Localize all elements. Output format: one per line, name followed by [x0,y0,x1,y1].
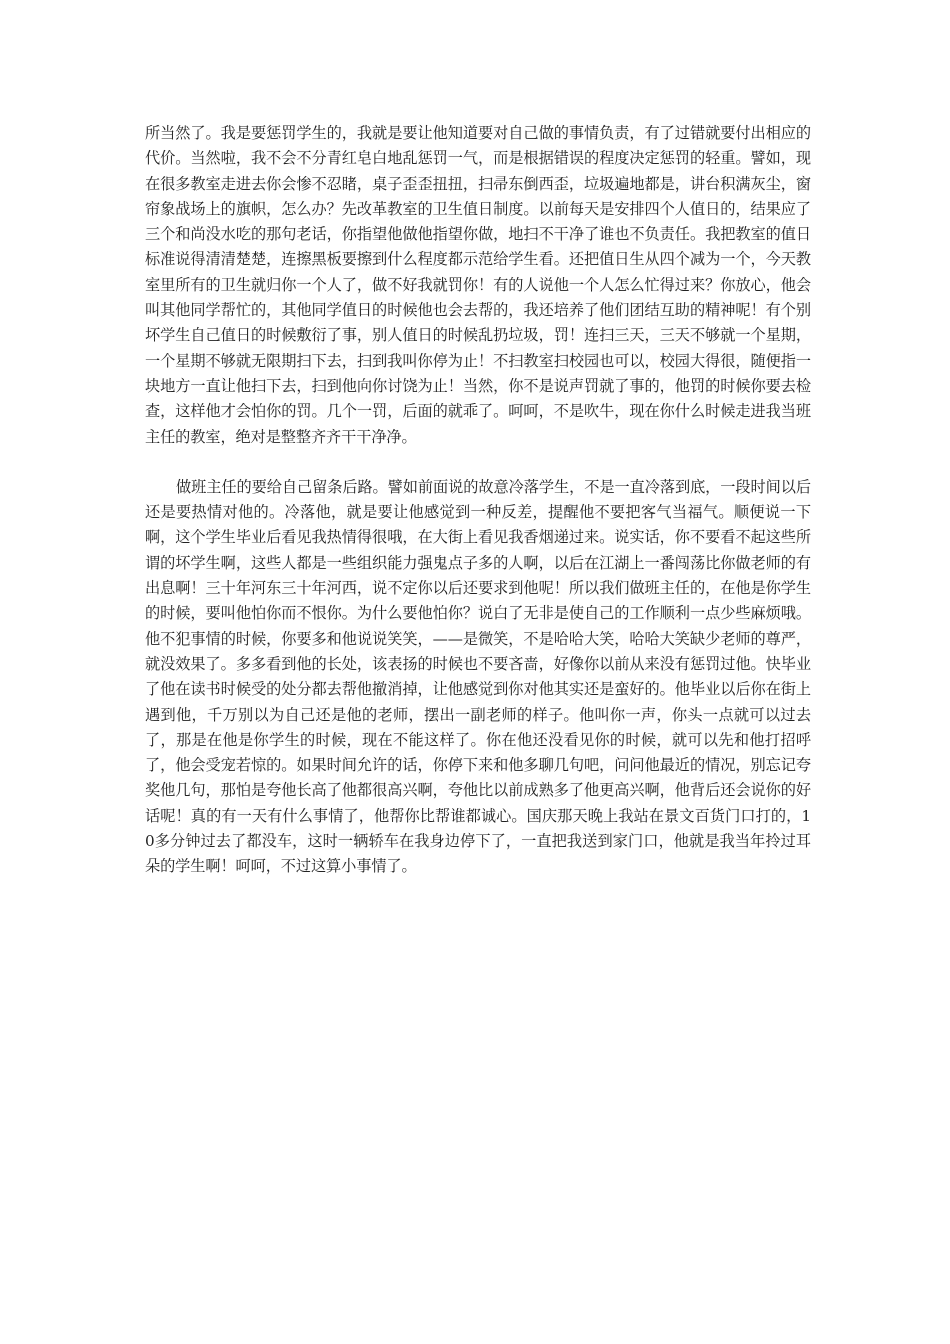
paragraph-classroom-duty: 所当然了。我是要惩罚学生的，我就是要让他知道要对自己做的事情负责，有了过错就要付出相应的代价。当然啦，我不会不分青红皂白地乱惩罚一气，而是根据错误的程度决定惩罚的轻重。譬如，现在很多教室走进去你会惨不忍睹，桌子歪歪扭扭，扫帚东倒西歪，垃圾遍地都是，讲台积满灰尘，窗帘象战场上的旗帜，怎么办？先改革教室的卫生值日制度。以前每天是安排四个人值日的，结果应了三个和尚没水吃的那句老话，你指望他做他指望你做，地扫不干净了谁也不负责任。我把教室的值日标准说得清清楚楚，连擦黑板要擦到什么程度都示范给学生看。还把值日生从四个减为一个，今天教室里所有的卫生就归你一个人了，做不好我就罚你！有的人说他一个人怎么忙得过来？你放心，他会叫其他同学帮忙的，其他同学值日的时候他也会去帮的，我还培养了他们团结互助的精神呢！有个别坏学生自己值日的时候敷衍了事，别人值日的时候乱扔垃圾，罚！连扫三天，三天不够就一个星期，一个星期不够就无限期扫下去，扫到我叫你停为止！不扫教室扫校园也可以，校园大得很，随便指一块地方一直让他扫下去，扫到他向你讨饶为止！当然，你不是说声罚就了事的，他罚的时候你要去检查，这样他才会怕你的罚。几个一罚，后面的就乖了。呵呵，不是吹牛，现在你什么时候走进我当班主任的教室，绝对是整整齐齐干干净净。 [145,124,811,446]
document-body [145,121,811,880]
paragraph-leave-a-way-back: 做班主任的要给自己留条后路。譬如前面说的故意冷落学生，不是一直冷落到底，一段时间以后还是要热情对他的。冷落他，就是要让他感觉到一种反差，提醒他不要把客气当福气。顺便说一下啊，这个学生毕业后看见我热情得很哦，在大街上看见我香烟递过来。说实话，你不要看不起这些所谓的坏学生啊，这些人都是一些组织能力强鬼点子多的人啊，以后在江湖上一番闯荡比你做老师的有出息啊！三十年河东三十年河西，说不定你以后还要求到他呢！所以我们做班主任的，在他是你学生的时候，要叫他怕你而不恨你。为什么要他怕你？说白了无非是使自己的工作顺利一点少些麻烦哦。他不犯事情的时候，你要多和他说说笑笑，——是微笑，不是哈哈大笑，哈哈大笑缺少老师的尊严，就没效果了。多多看到他的长处，该表扬的时候也不要吝啬，好像你以前从来没有惩罚过他。快毕业了他在读书时候受的处分都去帮他撤消掉，让他感觉到你对他其实还是蛮好的。他毕业以后你在街上遇到他，千万别以为自己还是他的老师，摆出一副老师的样子。他叫你一声，你头一点就可以过去了，那是在他是你学生的时候，现在不能这样了。你在他还没看见你的时候，就可以先和他打招呼了，他会受宠若惊的。如果时间允许的话，你停下来和他多聊几句吧，问问他最近的情况，别忘记夸奖他几句，那怕是夸他长高了他都很高兴啊，夸他比以前成熟多了他更高兴啊，他背后还会说你的好话呢！真的有一天有什么事情了，他帮你比帮谁都诚心。国庆那天晚上我站在景文百货门口打的，10多分钟过去了都没车，这时一辆轿车在我身边停下了，一直把我送到家门口，他就是我当年拎过耳朵的学生啊！呵呵，不过这算小事情了。 [145,477,811,876]
